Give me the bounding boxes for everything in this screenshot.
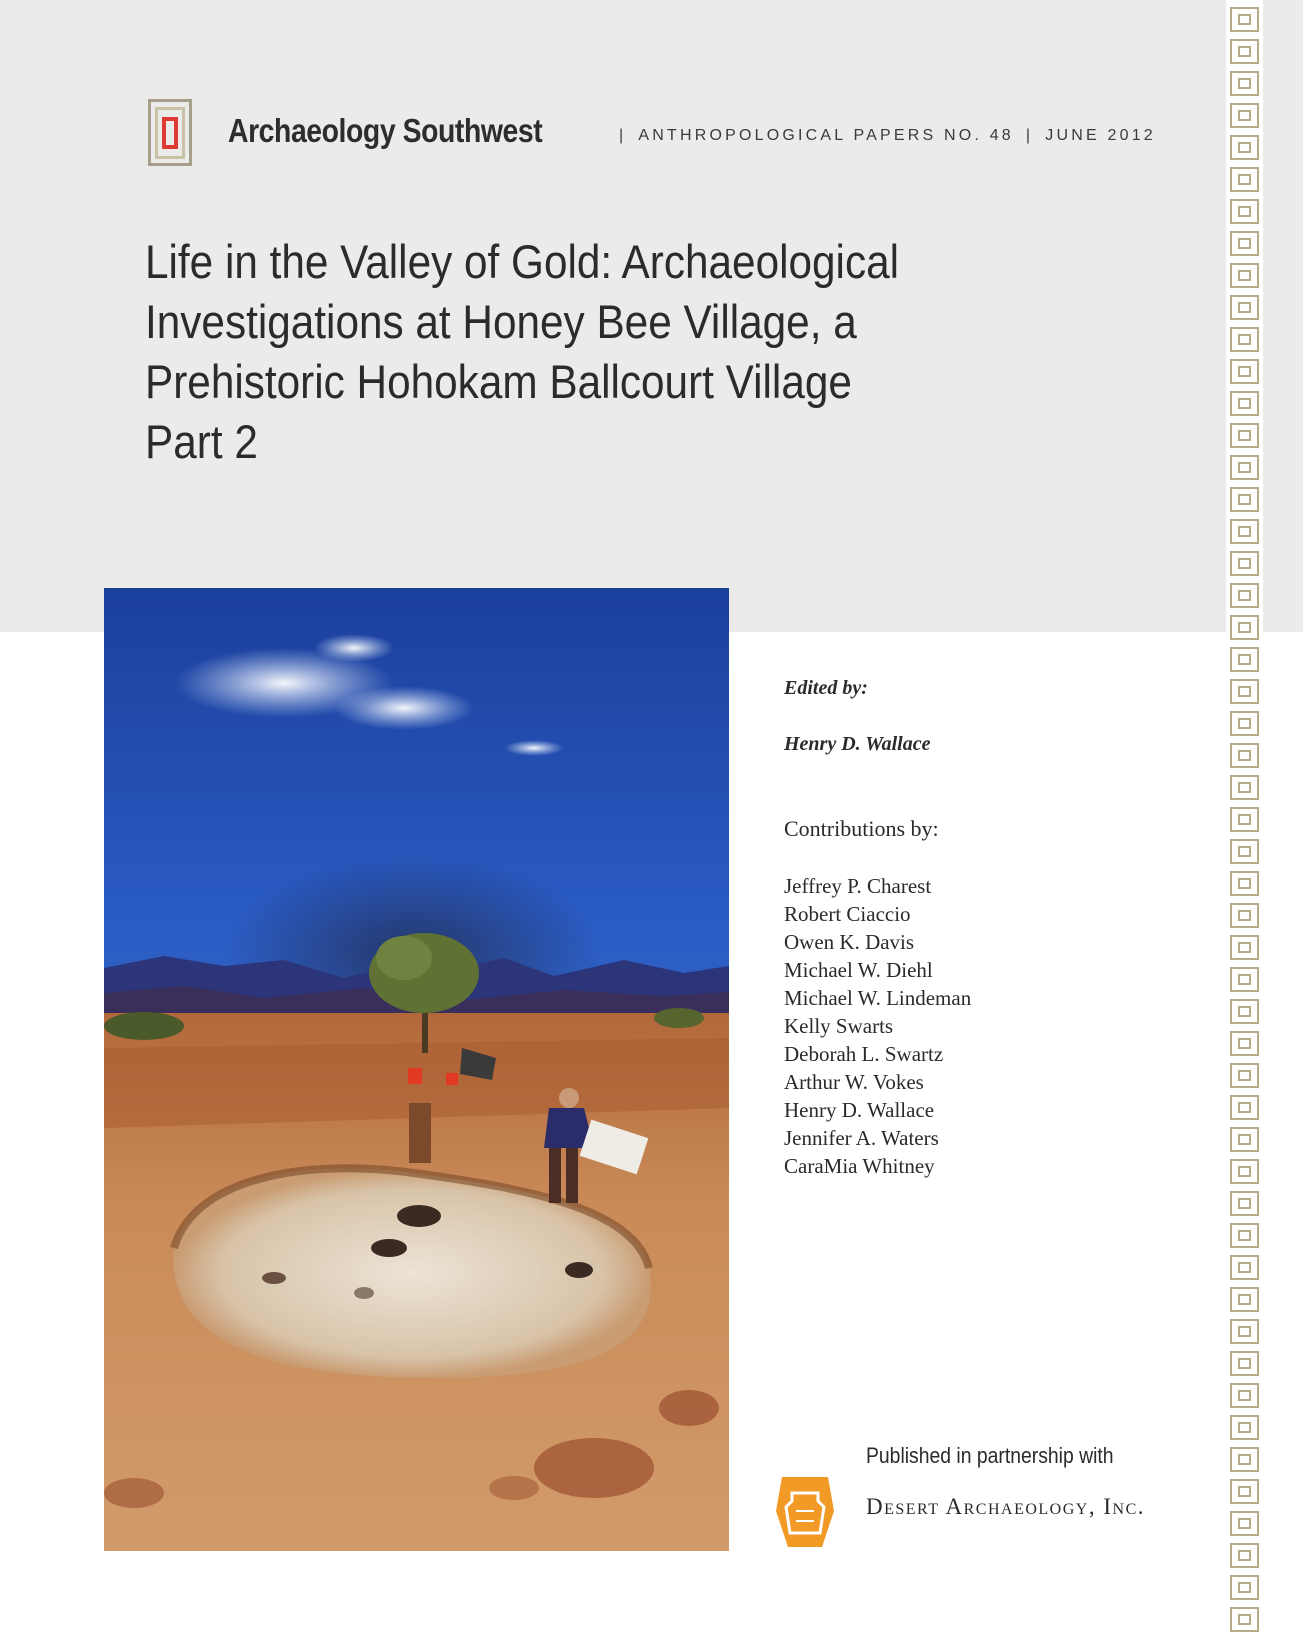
border-tile xyxy=(1230,1095,1259,1120)
decorative-border xyxy=(1226,0,1263,1650)
border-tile xyxy=(1230,615,1259,640)
border-tile xyxy=(1230,1127,1259,1152)
border-tile xyxy=(1230,743,1259,768)
border-tile xyxy=(1230,711,1259,736)
border-tile xyxy=(1230,103,1259,128)
series-line xyxy=(607,127,1156,145)
contributions-label: Contributions by: xyxy=(784,816,939,841)
contributor: Michael W. Diehl xyxy=(784,958,933,982)
contributor: Kelly Swarts xyxy=(784,1014,894,1038)
border-tile xyxy=(1230,1223,1259,1248)
series-number: ANTHROPOLOGICAL PAPERS NO. 48 xyxy=(638,127,1014,144)
border-tile xyxy=(1230,647,1259,672)
separator: | xyxy=(619,127,627,144)
desert-archaeology-logo-icon xyxy=(774,1471,836,1551)
border-tile xyxy=(1230,1351,1259,1376)
contributor: Jennifer A. Waters xyxy=(784,1126,939,1150)
contributor: CaraMia Whitney xyxy=(784,1154,935,1178)
border-tile xyxy=(1230,1447,1259,1472)
border-tile xyxy=(1230,679,1259,704)
border-tile xyxy=(1230,1191,1259,1216)
border-tile xyxy=(1230,1383,1259,1408)
border-tile xyxy=(1230,1319,1259,1344)
publisher-name: Desert Archaeology, Inc. xyxy=(866,1494,1145,1519)
border-tile xyxy=(1230,39,1259,64)
border-tile xyxy=(1230,455,1259,480)
border-tile xyxy=(1230,967,1259,992)
border-tile xyxy=(1230,487,1259,512)
border-tile xyxy=(1230,1479,1259,1504)
border-tile xyxy=(1230,391,1259,416)
excavation-photo xyxy=(104,588,729,1551)
border-tile xyxy=(1230,359,1259,384)
border-tile xyxy=(1230,807,1259,832)
contributors-list xyxy=(784,872,971,1180)
page-title xyxy=(145,232,1045,472)
contributor: Henry D. Wallace xyxy=(784,1098,935,1122)
border-tile xyxy=(1230,583,1259,608)
border-tile xyxy=(1230,7,1259,32)
border-tile xyxy=(1230,327,1259,352)
contributor: Jeffrey P. Charest xyxy=(784,874,932,898)
border-tile xyxy=(1230,71,1259,96)
edited-by-label: Edited by: xyxy=(784,677,868,699)
border-tile xyxy=(1230,1543,1259,1568)
publication-date: JUNE 2012 xyxy=(1045,127,1156,144)
border-tile xyxy=(1230,1031,1259,1056)
partnership-text: Published in partnership with xyxy=(866,1443,1114,1468)
contributor: Deborah L. Swartz xyxy=(784,1042,944,1066)
title-line: Life in the Valley of Gold: Archaeological xyxy=(145,235,900,288)
border-tile xyxy=(1230,999,1259,1024)
border-tile xyxy=(1230,1575,1259,1600)
border-tile xyxy=(1230,295,1259,320)
separator: | xyxy=(1025,127,1034,144)
border-tile xyxy=(1230,167,1259,192)
title-line: Prehistoric Hohokam Ballcourt Village xyxy=(145,355,852,408)
border-tile xyxy=(1230,1159,1259,1184)
border-tile xyxy=(1230,1287,1259,1312)
border-tile xyxy=(1230,423,1259,448)
border-tile xyxy=(1230,935,1259,960)
border-tile xyxy=(1230,199,1259,224)
border-tile xyxy=(1230,135,1259,160)
brand-name: Archaeology Southwest xyxy=(228,112,543,149)
archaeology-southwest-logo-icon xyxy=(148,99,192,166)
title-line: Part 2 xyxy=(145,415,258,468)
border-tile xyxy=(1230,519,1259,544)
contributor: Owen K. Davis xyxy=(784,930,915,954)
title-line: Investigations at Honey Bee Village, a xyxy=(145,295,857,348)
border-tile xyxy=(1230,263,1259,288)
border-tile xyxy=(1230,839,1259,864)
border-tile xyxy=(1230,1415,1259,1440)
contributor: Michael W. Lindeman xyxy=(784,986,972,1010)
editor-name: Henry D. Wallace xyxy=(784,733,931,755)
border-tile xyxy=(1230,231,1259,256)
border-tile xyxy=(1230,1255,1259,1280)
border-tile xyxy=(1230,903,1259,928)
border-tile xyxy=(1230,775,1259,800)
border-tile xyxy=(1230,1511,1259,1536)
border-tile xyxy=(1230,871,1259,896)
border-tile xyxy=(1230,1607,1259,1632)
border-tile xyxy=(1230,551,1259,576)
contributor: Robert Ciaccio xyxy=(784,902,911,926)
contributor: Arthur W. Vokes xyxy=(784,1070,924,1094)
border-tile xyxy=(1230,1063,1259,1088)
